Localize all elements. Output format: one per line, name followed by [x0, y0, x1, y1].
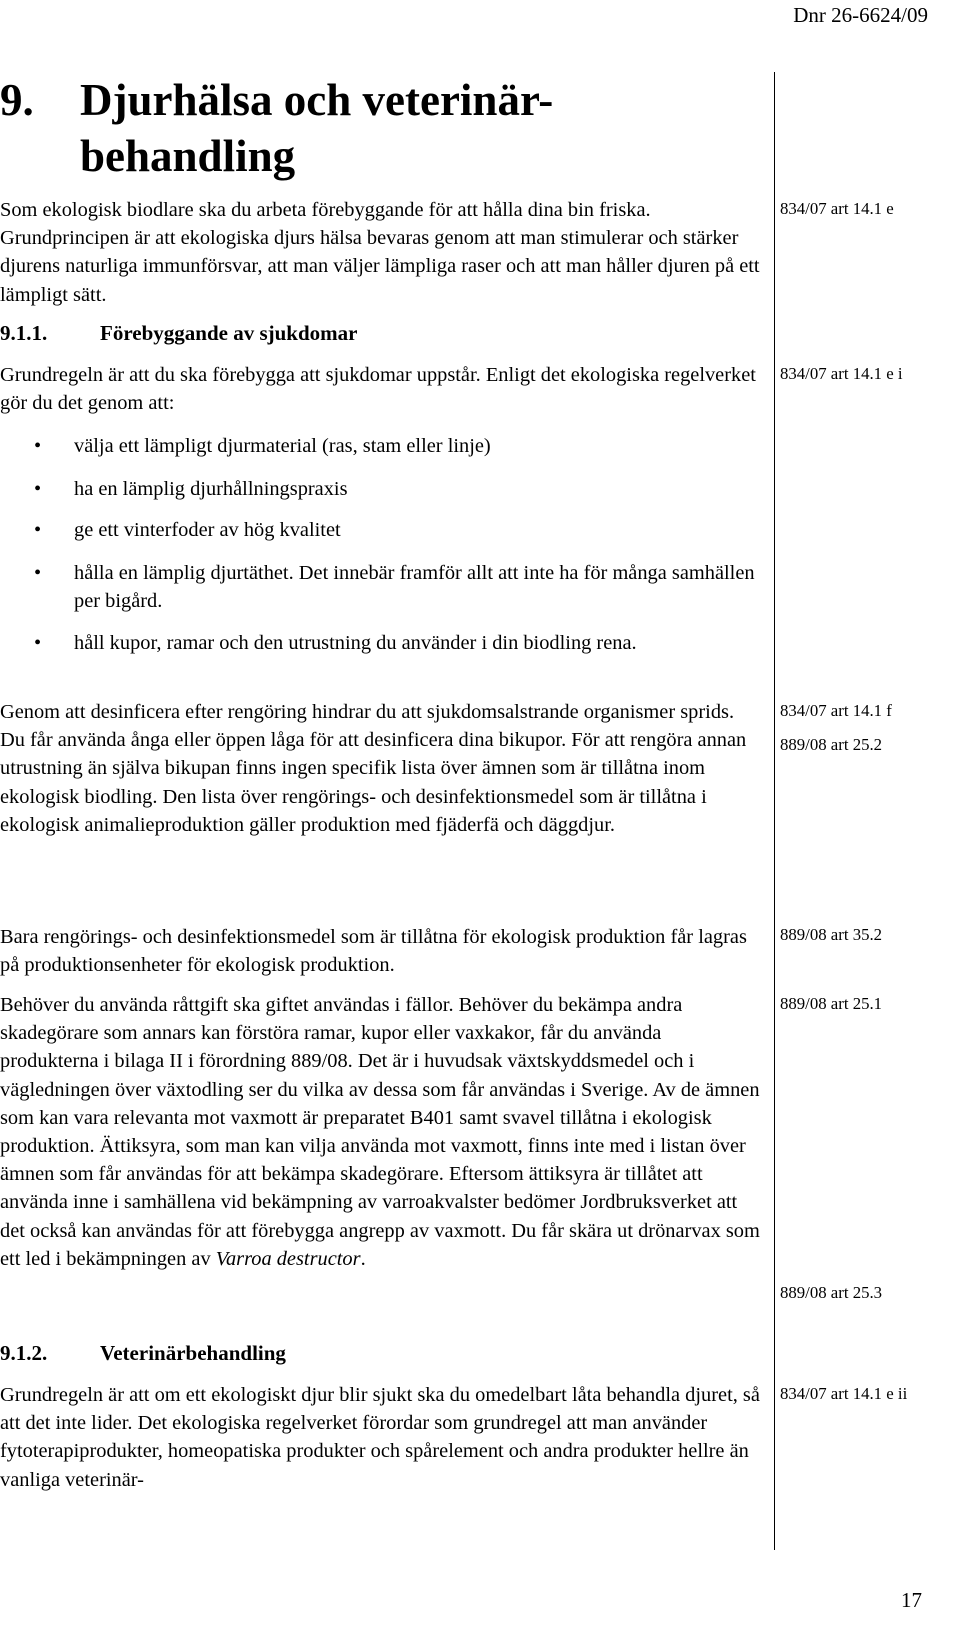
legal-reference: 889/08 art 25.3	[780, 1283, 883, 1302]
subsection-number: 9.1.2.	[0, 1341, 48, 1365]
subsection-title: Veterinärbehandling	[100, 1341, 286, 1365]
pest-control-paragraph	[0, 991, 762, 1273]
disinfection-paragraph: Genom att desinficera efter rengöring hindrar du att sjukdomsalstrande organismer sprids. Du får använda ånga eller öppen låga för att desinficera dina bikupor. För att rengöra annan utrustning än själva bikupan finns ingen specifik lista över ämnen som är tillåtna inom ekologisk biodling. Den lista över rengörings- och desinfektionsmedel som är tillåtna i ekologisk animalieproduktion gäller produktion med fjäderfä och däggdjur.	[0, 701, 747, 836]
legal-reference: 834/07 art 14.1 e ii	[780, 1384, 908, 1403]
legal-reference: 889/08 art 35.2	[780, 925, 883, 944]
legal-reference: 834/07 art 14.1 e i	[780, 364, 903, 383]
pest-control-text: Behöver du använda råttgift ska giftet användas i fällor. Behöver du bekämpa andra skadegörare som annars kan förstöra ramar, kupor eller vaxkakor, får du använda produkterna i bilaga II i förordning 889/08. Det är i huvudsak växtskyddsmedel och i vägledningen över växtodling ser du vilka av dessa som får användas i Sverige. Av de ämnen som kan vara relevanta mot vaxmott är preparatet B401 samt svavel tillåtna i ekologisk produktion. Ättiksyra, som man kan vilja använda mot vaxmott, finns inte med i listan över ämnen som får användas för att bekämpa skadegörare. Eftersom ättiksyra är tillåtet att använda inne i samhällena vid bekämpning av varroakvalster bedömer Jordbruksverket att det också kan användas för att förebygga angrepp av vaxmott. Du får skära ut drönarvax som ett led i bekämpningen av	[0, 994, 760, 1270]
intro-paragraph: Som ekologisk biodlare ska du arbeta förebyggande för att hålla dina bin friska. Grundprincipen är att ekologiska djurs hälsa bevaras genom att man stimulerar och stärker djurens naturliga immunförsvar, att man väljer lämpliga raser och att man håller djuren på ett lämpligt sätt.	[0, 199, 760, 306]
legal-reference: 834/07 art 14.1 e	[780, 199, 894, 218]
bullet-text: ha en lämplig djurhållningspraxis	[74, 478, 348, 500]
section-number: 9.	[0, 75, 34, 125]
pest-control-end: .	[360, 1247, 366, 1270]
bullet-icon: •	[34, 519, 42, 541]
species-name: Varroa destructor	[215, 1247, 361, 1270]
subsection-number: 9.1.1.	[0, 321, 48, 345]
page-number: 17	[901, 1588, 922, 1612]
subsection-title: Förebyggande av sjukdomar	[100, 321, 358, 345]
section-title: Djurhälsa och veterinär-behandling	[80, 75, 554, 181]
bullet-text: hålla en lämplig djurtäthet. Det innebär framför allt att inte ha för många samhällen per bigård.	[74, 562, 755, 613]
bullet-icon: •	[34, 562, 42, 584]
subsection-heading-2	[0, 1341, 740, 1369]
bullet-text: välja ett lämpligt djurmaterial (ras, stam eller linje)	[74, 435, 491, 457]
subsection-heading-1	[0, 321, 740, 349]
document-reference-number: Dnr 26-6624/09	[793, 3, 928, 27]
bullet-text: håll kupor, ramar och den utrustning du använder i din biodling rena.	[74, 632, 637, 654]
bullet-icon: •	[34, 478, 42, 500]
veterinary-paragraph: Grundregeln är att om ett ekologiskt djur blir sjukt ska du omedelbart låta behandla djuret, så att det inte lider. Det ekologiska regelverket förordar som grundregel att man använder fytoterapiprodukter, homeopatiska produkter och spårelement och andra produkter hellre än vanliga veterinär-	[0, 1384, 760, 1491]
legal-reference: 889/08 art 25.2	[780, 735, 883, 754]
bullet-icon: •	[34, 435, 42, 457]
prevention-paragraph: Grundregeln är att du ska förebygga att sjukdomar uppstår. Enligt det ekologiska regelverket gör du det genom att:	[0, 364, 756, 415]
storage-paragraph: Bara rengörings- och desinfektionsmedel som är tillåtna för ekologisk produktion får lagras på produktionsenheter för ekologisk produktion.	[0, 926, 747, 977]
bullet-text: ge ett vinterfoder av hög kvalitet	[74, 519, 341, 541]
margin-divider	[774, 72, 775, 1550]
legal-reference: 889/08 art 25.1	[780, 994, 883, 1013]
bullet-icon: •	[34, 632, 42, 654]
legal-reference: 834/07 art 14.1 f	[780, 701, 892, 720]
